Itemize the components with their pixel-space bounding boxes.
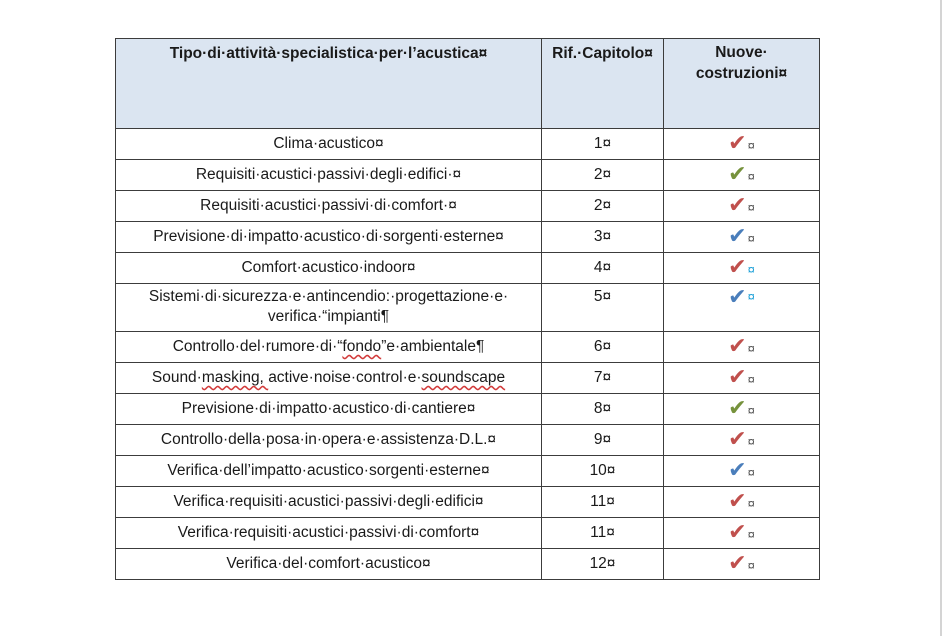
activity-table	[115, 38, 820, 580]
chapter-cell[interactable]: 10¤	[542, 456, 664, 487]
table-row	[116, 425, 820, 456]
check-cell[interactable]	[664, 129, 820, 160]
check-icon: ✔	[728, 457, 747, 482]
check-icon: ✔	[728, 519, 747, 544]
cell-end-mark: ¤	[747, 558, 755, 573]
chapter-cell[interactable]: 11¤	[542, 487, 664, 518]
cell-end-mark: ¤	[747, 289, 755, 304]
check-icon: ✔	[728, 333, 747, 358]
table-row	[116, 394, 820, 425]
chapter-cell[interactable]: 2¤	[542, 160, 664, 191]
activity-cell[interactable]: Verifica·dell’impatto·acustico·sorgenti·esterne¤	[116, 456, 542, 487]
check-cell[interactable]	[664, 222, 820, 253]
header-new-buildings[interactable]: Nuove· costruzioni¤	[664, 39, 820, 129]
check-cell[interactable]	[664, 191, 820, 222]
table-row	[116, 332, 820, 363]
check-icon: ✔	[728, 161, 747, 186]
table-row	[116, 160, 820, 191]
table-row	[116, 129, 820, 160]
cell-end-mark: ¤	[747, 496, 755, 511]
check-icon: ✔	[728, 223, 747, 248]
check-icon: ✔	[728, 364, 747, 389]
cell-end-mark: ¤	[747, 169, 755, 184]
activity-cell[interactable]: Sound·masking, active·noise·control·e·soundscape	[116, 363, 542, 394]
chapter-cell[interactable]: 9¤	[542, 425, 664, 456]
check-icon: ✔	[728, 488, 747, 513]
activity-cell[interactable]: Controllo·del·rumore·di·“fondo”e·ambientale¶	[116, 332, 542, 363]
activity-cell[interactable]: Requisiti·acustici·passivi·degli·edifici·¤	[116, 160, 542, 191]
chapter-cell[interactable]: 6¤	[542, 332, 664, 363]
activity-cell[interactable]: Sistemi·di·sicurezza·e·antincendio:·progettazione·e· verifica·“impianti¶	[116, 284, 542, 332]
header-activity[interactable]: Tipo·di·attività·specialistica·per·l’acustica¤	[116, 39, 542, 129]
check-cell[interactable]	[664, 284, 820, 332]
chapter-cell[interactable]: 5¤	[542, 284, 664, 332]
table-row	[116, 253, 820, 284]
activity-cell[interactable]: Previsione·di·impatto·acustico·di·sorgenti·esterne¤	[116, 222, 542, 253]
cell-end-mark: ¤	[747, 200, 755, 215]
check-cell[interactable]	[664, 487, 820, 518]
activity-cell[interactable]: Requisiti·acustici·passivi·di·comfort·¤	[116, 191, 542, 222]
cell-end-mark: ¤	[747, 372, 755, 387]
check-icon: ✔	[728, 130, 747, 155]
header-chapter[interactable]: Rif.·Capitolo¤	[542, 39, 664, 129]
check-icon: ✔	[728, 284, 747, 309]
check-cell[interactable]	[664, 425, 820, 456]
check-cell[interactable]	[664, 253, 820, 284]
table-row	[116, 456, 820, 487]
check-cell[interactable]	[664, 160, 820, 191]
check-cell[interactable]	[664, 518, 820, 549]
cell-end-mark: ¤	[747, 465, 755, 480]
table-row	[116, 518, 820, 549]
activity-cell[interactable]: Verifica·del·comfort·acustico¤	[116, 549, 542, 580]
chapter-cell[interactable]: 1¤	[542, 129, 664, 160]
table-row	[116, 549, 820, 580]
cell-end-mark: ¤	[747, 341, 755, 356]
check-icon: ✔	[728, 192, 747, 217]
cell-end-mark: ¤	[747, 138, 755, 153]
cell-end-mark: ¤	[747, 403, 755, 418]
check-icon: ✔	[728, 550, 747, 575]
table-row	[116, 222, 820, 253]
cell-end-mark: ¤	[747, 527, 755, 542]
check-cell[interactable]	[664, 549, 820, 580]
activity-cell[interactable]: Verifica·requisiti·acustici·passivi·degli·edifici¤	[116, 487, 542, 518]
activity-cell[interactable]: Clima·acustico¤	[116, 129, 542, 160]
check-cell[interactable]	[664, 456, 820, 487]
check-cell[interactable]	[664, 332, 820, 363]
table-row	[116, 284, 820, 332]
chapter-cell[interactable]: 3¤	[542, 222, 664, 253]
chapter-cell[interactable]: 12¤	[542, 549, 664, 580]
check-icon: ✔	[728, 395, 747, 420]
table-row	[116, 191, 820, 222]
cell-end-mark: ¤	[747, 231, 755, 246]
activity-cell[interactable]: Previsione·di·impatto·acustico·di·cantiere¤	[116, 394, 542, 425]
activity-cell[interactable]: Controllo·della·posa·in·opera·e·assistenza·D.L.¤	[116, 425, 542, 456]
table-row	[116, 487, 820, 518]
chapter-cell[interactable]: 11¤	[542, 518, 664, 549]
chapter-cell[interactable]: 4¤	[542, 253, 664, 284]
activity-cell[interactable]: Comfort·acustico·indoor¤	[116, 253, 542, 284]
check-cell[interactable]	[664, 394, 820, 425]
table-row	[116, 363, 820, 394]
chapter-cell[interactable]: 7¤	[542, 363, 664, 394]
header-row	[116, 39, 820, 129]
cell-end-mark: ¤	[747, 434, 755, 449]
cell-end-mark: ¤	[747, 262, 755, 277]
check-cell[interactable]	[664, 363, 820, 394]
check-icon: ✔	[728, 254, 747, 279]
chapter-cell[interactable]: 2¤	[542, 191, 664, 222]
activity-cell[interactable]: Verifica·requisiti·acustici·passivi·di·comfort¤	[116, 518, 542, 549]
check-icon: ✔	[728, 426, 747, 451]
chapter-cell[interactable]: 8¤	[542, 394, 664, 425]
